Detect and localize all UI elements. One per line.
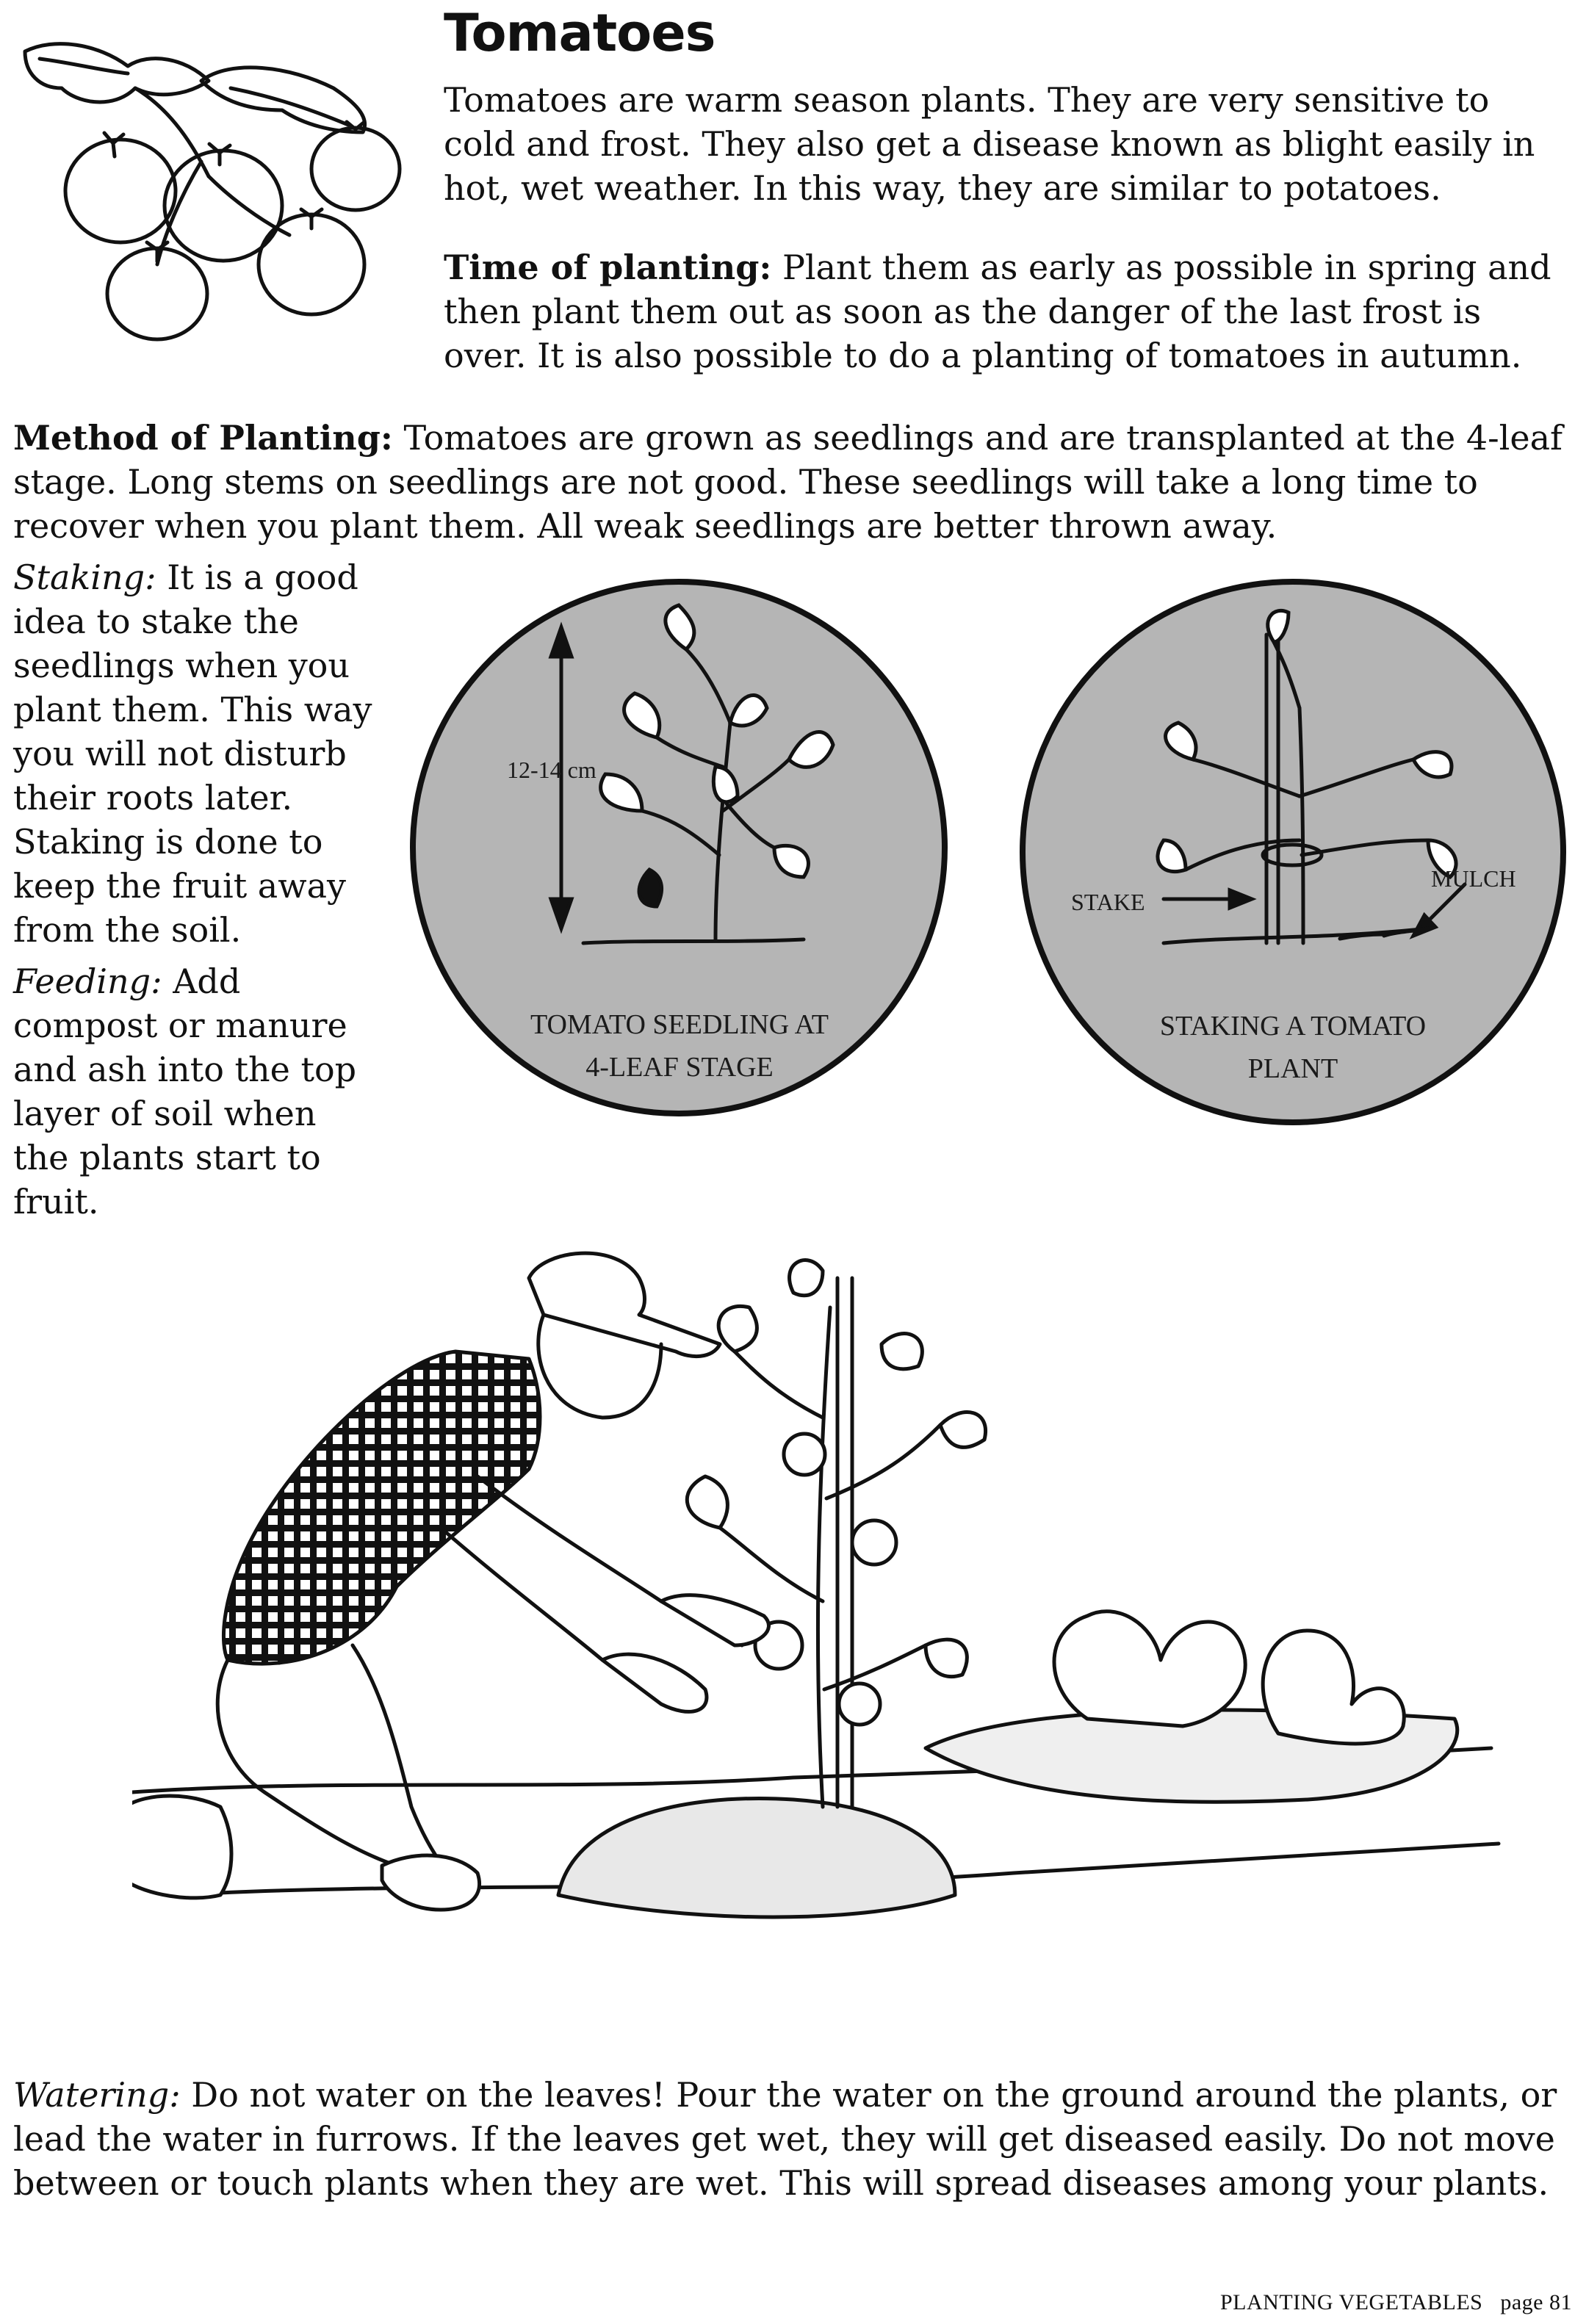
method-of-planting-label: Method of Planting: — [13, 418, 393, 458]
feeding-paragraph — [13, 959, 381, 1224]
feeding-text: Add compost or manure and ash into the top layer of soil when the plants start to fruit. — [13, 961, 357, 1221]
footer-page-number: page 81 — [1500, 2290, 1572, 2314]
seedling-height-label: 12-14 cm — [507, 757, 597, 783]
mulch-label: MULCH — [1431, 865, 1516, 892]
staking-caption — [1095, 1005, 1491, 1090]
seedling-caption-line-1: TOMATO SEEDLING AT — [530, 1009, 829, 1040]
watering-text: Do not water on the leaves! Pour the water on the ground around the plants, or lead the water in furrows. If the leaves get wet, they will get diseased easily. Do not move between or touch plants when they are wet. This will spread diseases among your plants. — [13, 2075, 1557, 2203]
time-of-planting-paragraph — [444, 245, 1568, 378]
staking-caption-line-2: PLANT — [1247, 1053, 1338, 1084]
staking-paragraph — [13, 555, 381, 952]
footer-section: PLANTING VEGETABLES — [1220, 2290, 1483, 2314]
intro-paragraph: Tomatoes are warm season plants. They are very sensitive to cold and frost. They also get a disease known as blight easily in hot, wet weather. In this way, they are similar to potatoes. — [444, 80, 1535, 208]
seedling-caption — [485, 1003, 874, 1089]
seedling-caption-line-2: 4-LEAF STAGE — [585, 1052, 774, 1083]
time-of-planting-text: Plant them as early as possible in spring and then plant them out as soon as the danger of the last frost is over. It is also possible to do a planting of tomatoes in autumn. — [444, 248, 1551, 375]
stake-label: STAKE — [1071, 889, 1145, 915]
staking-caption-line-1: STAKING A TOMATO — [1159, 1011, 1427, 1042]
staking-label: Staking: — [13, 557, 156, 597]
page-title: Tomatoes — [444, 3, 716, 63]
method-of-planting-text: Tomatoes are grown as seedlings and are transplanted at the 4-leaf stage. Long stems on seedlings are not good. These seedlings will take a long time to recover when you plant them. All weak seedlings are better thrown away. — [13, 418, 1563, 546]
feeding-label: Feeding: — [13, 961, 162, 1001]
gardener-mulching-illustration — [132, 1234, 1528, 1954]
watering-label: Watering: — [13, 2075, 181, 2115]
page-footer — [1220, 2290, 1572, 2315]
watering-paragraph — [13, 2073, 1568, 2205]
time-of-planting-label: Time of planting: — [444, 248, 772, 287]
method-of-planting-paragraph — [13, 416, 1568, 548]
staking-text: It is a good idea to stake the seedlings when you plant them. This way you will not disturb their roots later. Staking is done to keep the fruit away from the soil. — [13, 557, 372, 950]
tomato-vine-illustration — [10, 29, 422, 345]
